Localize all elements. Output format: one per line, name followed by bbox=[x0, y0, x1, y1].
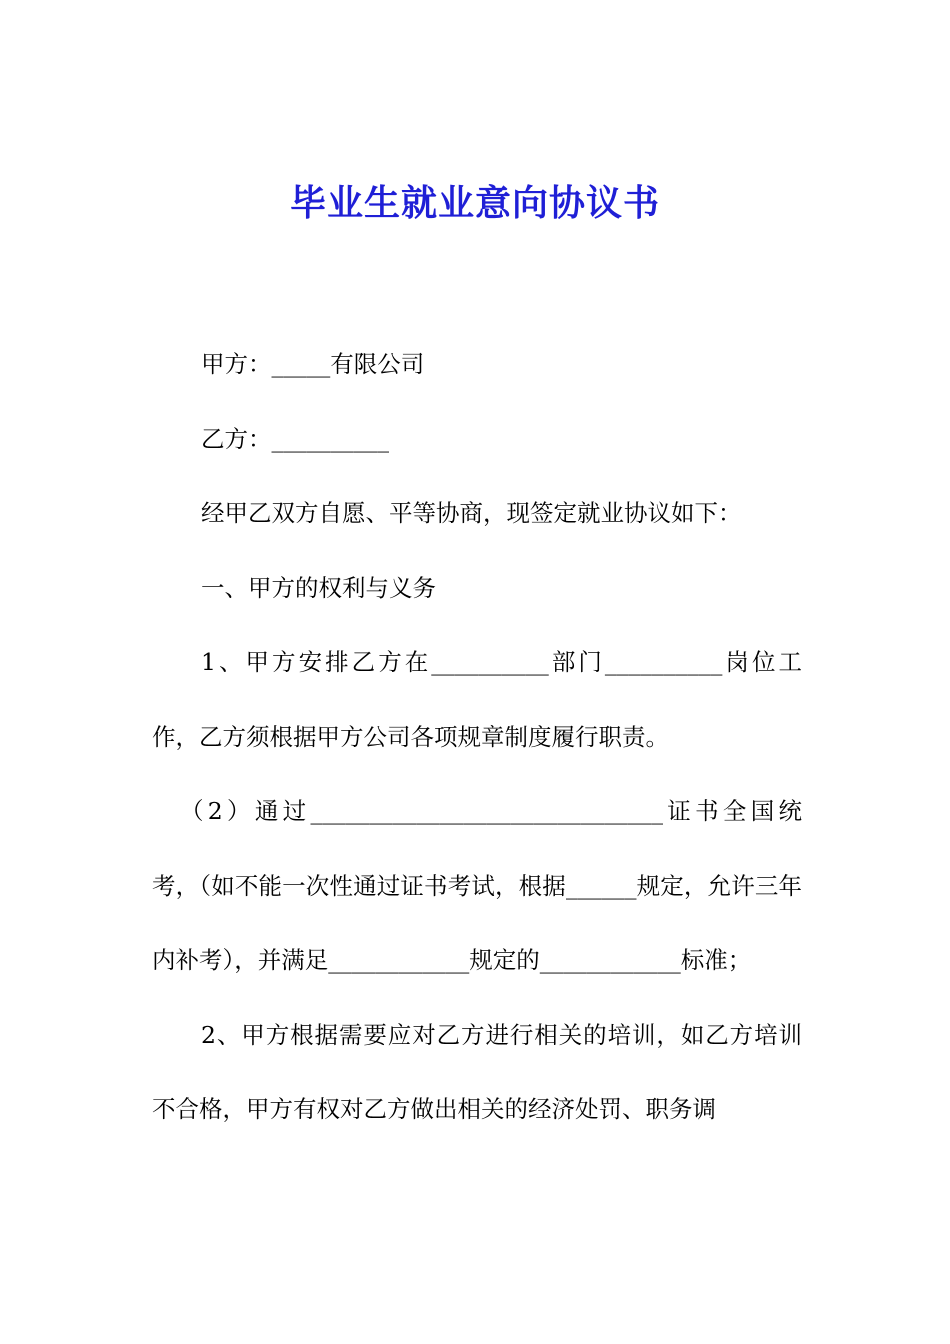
clause-1-paragraph: 1、甲方安排乙方在__________部门__________岗位工作，乙方须根据甲方公司各项规章制度履行职责。 bbox=[152, 648, 802, 751]
section-heading-party-a-rights: 一、甲方的权利与义务 bbox=[201, 573, 436, 602]
intro-paragraph: 经甲乙双方自愿、平等协商，现签定就业协议如下： bbox=[201, 499, 742, 527]
party-a-line: 甲方：_____有限公司 bbox=[201, 350, 425, 378]
clause-2-sub-paragraph: （2）通过______________________________证书全国统考，（如不能一次性通过证书考试，根据______规定，允许三年内补考），并满足____________规定的____________标准； bbox=[152, 797, 802, 974]
clause-2-paragraph: 2、甲方根据需要应对乙方进行相关的培训，如乙方培训不合格，甲方有权对乙方做出相关的经济处罚、职务调 bbox=[152, 1020, 802, 1123]
document-title: 毕业生就业意向协议书 bbox=[289, 182, 660, 224]
party-b-line: 乙方：__________ bbox=[201, 424, 389, 453]
document-body bbox=[152, 327, 802, 1147]
